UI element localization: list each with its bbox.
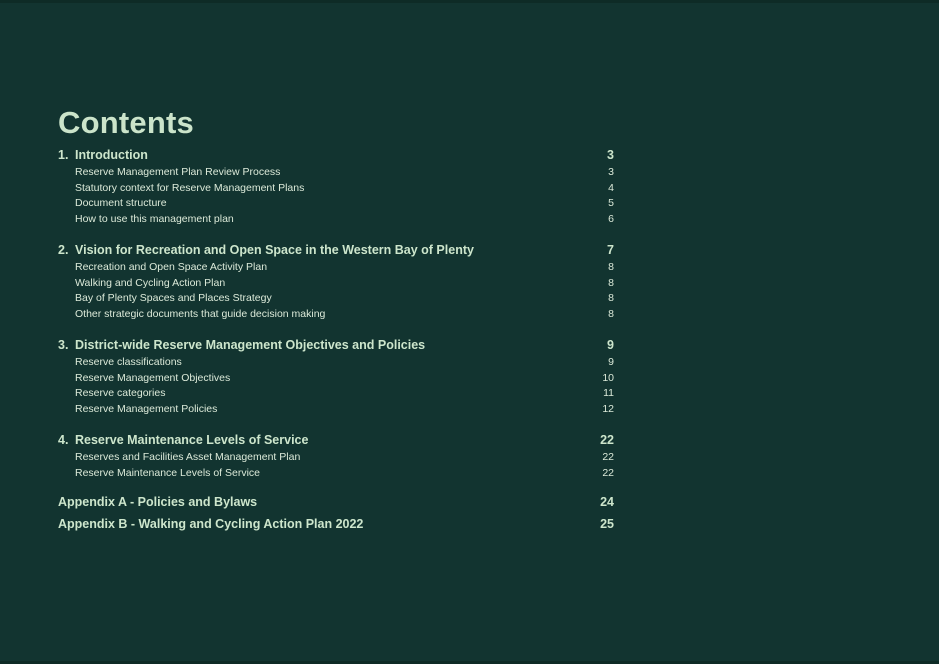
appendix-page-number: 24 [600, 495, 614, 509]
toc-entry[interactable] [75, 165, 614, 181]
entry-title: How to use this management plan [75, 212, 234, 225]
entry-title: Reserve Management Objectives [75, 371, 231, 384]
toc-section-introduction[interactable] [58, 148, 614, 163]
section-title: Reserve Maintenance Levels of Service [75, 433, 309, 447]
entry-page-number: 3 [608, 166, 614, 178]
entry-page-number: 10 [602, 371, 614, 384]
toc-appendix-a[interactable] [58, 495, 614, 510]
entry-page-number: 11 [603, 387, 614, 399]
toc-entry[interactable] [75, 371, 614, 387]
toc-entry[interactable] [75, 466, 614, 482]
section-page-number: 3 [607, 148, 614, 162]
entry-title: Statutory context for Reserve Management Plans [75, 181, 305, 194]
entry-page-number: 6 [608, 212, 614, 225]
entry-title: Reserve classifications [75, 356, 182, 368]
section-number: 3. [58, 338, 69, 352]
table-of-contents [58, 104, 614, 532]
section-page-number: 22 [600, 433, 614, 447]
toc-section-objectives-policies[interactable] [58, 338, 614, 353]
toc-entry[interactable] [75, 276, 614, 292]
section-page-number: 9 [607, 338, 614, 352]
section-title: District-wide Reserve Management Objectives and Policies [75, 338, 426, 352]
toc-entry[interactable] [75, 181, 614, 197]
entry-page-number: 5 [608, 197, 614, 209]
appendix-page-number: 25 [600, 517, 614, 531]
toc-entry[interactable] [75, 307, 614, 323]
entry-page-number: 22 [602, 451, 614, 463]
toc-entry[interactable] [75, 386, 614, 402]
entry-title: Reserve categories [75, 387, 166, 399]
entry-title: Walking and Cycling Action Plan [75, 276, 226, 289]
toc-entry[interactable] [75, 402, 614, 418]
toc-entry[interactable] [75, 291, 614, 307]
entry-title: Document structure [75, 197, 167, 209]
section-page-number: 7 [607, 243, 614, 257]
page-title: Contents [58, 105, 194, 140]
entry-page-number: 8 [608, 261, 614, 273]
section-number: 1. [58, 148, 69, 162]
entry-title: Other strategic documents that guide decision making [75, 307, 326, 320]
section-number: 4. [58, 433, 69, 447]
section-title: Introduction [75, 148, 148, 162]
toc-section-vision[interactable] [58, 243, 614, 258]
toc-entry[interactable] [75, 450, 614, 466]
entry-title: Reserve Maintenance Levels of Service [75, 466, 261, 479]
entry-title: Reserve Management Policies [75, 402, 218, 415]
toc-section-maintenance[interactable] [58, 433, 614, 448]
section-number: 2. [58, 243, 69, 257]
entry-title: Reserve Management Plan Review Process [75, 166, 281, 178]
toc-appendix-b[interactable] [58, 517, 614, 532]
appendix-title: Appendix B - Walking and Cycling Action Plan 2022 [58, 517, 364, 531]
entry-page-number: 8 [608, 276, 614, 289]
appendix-title: Appendix A - Policies and Bylaws [58, 495, 258, 509]
toc-entry[interactable] [75, 260, 614, 276]
toc-entry[interactable] [75, 212, 614, 228]
entry-page-number: 8 [608, 292, 614, 304]
toc-entry[interactable] [75, 355, 614, 371]
entry-page-number: 8 [608, 307, 614, 320]
entry-title: Recreation and Open Space Activity Plan [75, 261, 268, 273]
section-title: Vision for Recreation and Open Space in the Western Bay of Plenty [75, 243, 474, 257]
entry-page-number: 12 [602, 402, 614, 415]
entry-page-number: 9 [608, 356, 614, 368]
entry-title: Reserves and Facilities Asset Management Plan [75, 451, 301, 463]
entry-page-number: 4 [608, 181, 614, 194]
entry-page-number: 22 [602, 466, 614, 479]
toc-entry[interactable] [75, 196, 614, 212]
page-top-edge [0, 0, 939, 3]
entry-title: Bay of Plenty Spaces and Places Strategy [75, 292, 272, 304]
